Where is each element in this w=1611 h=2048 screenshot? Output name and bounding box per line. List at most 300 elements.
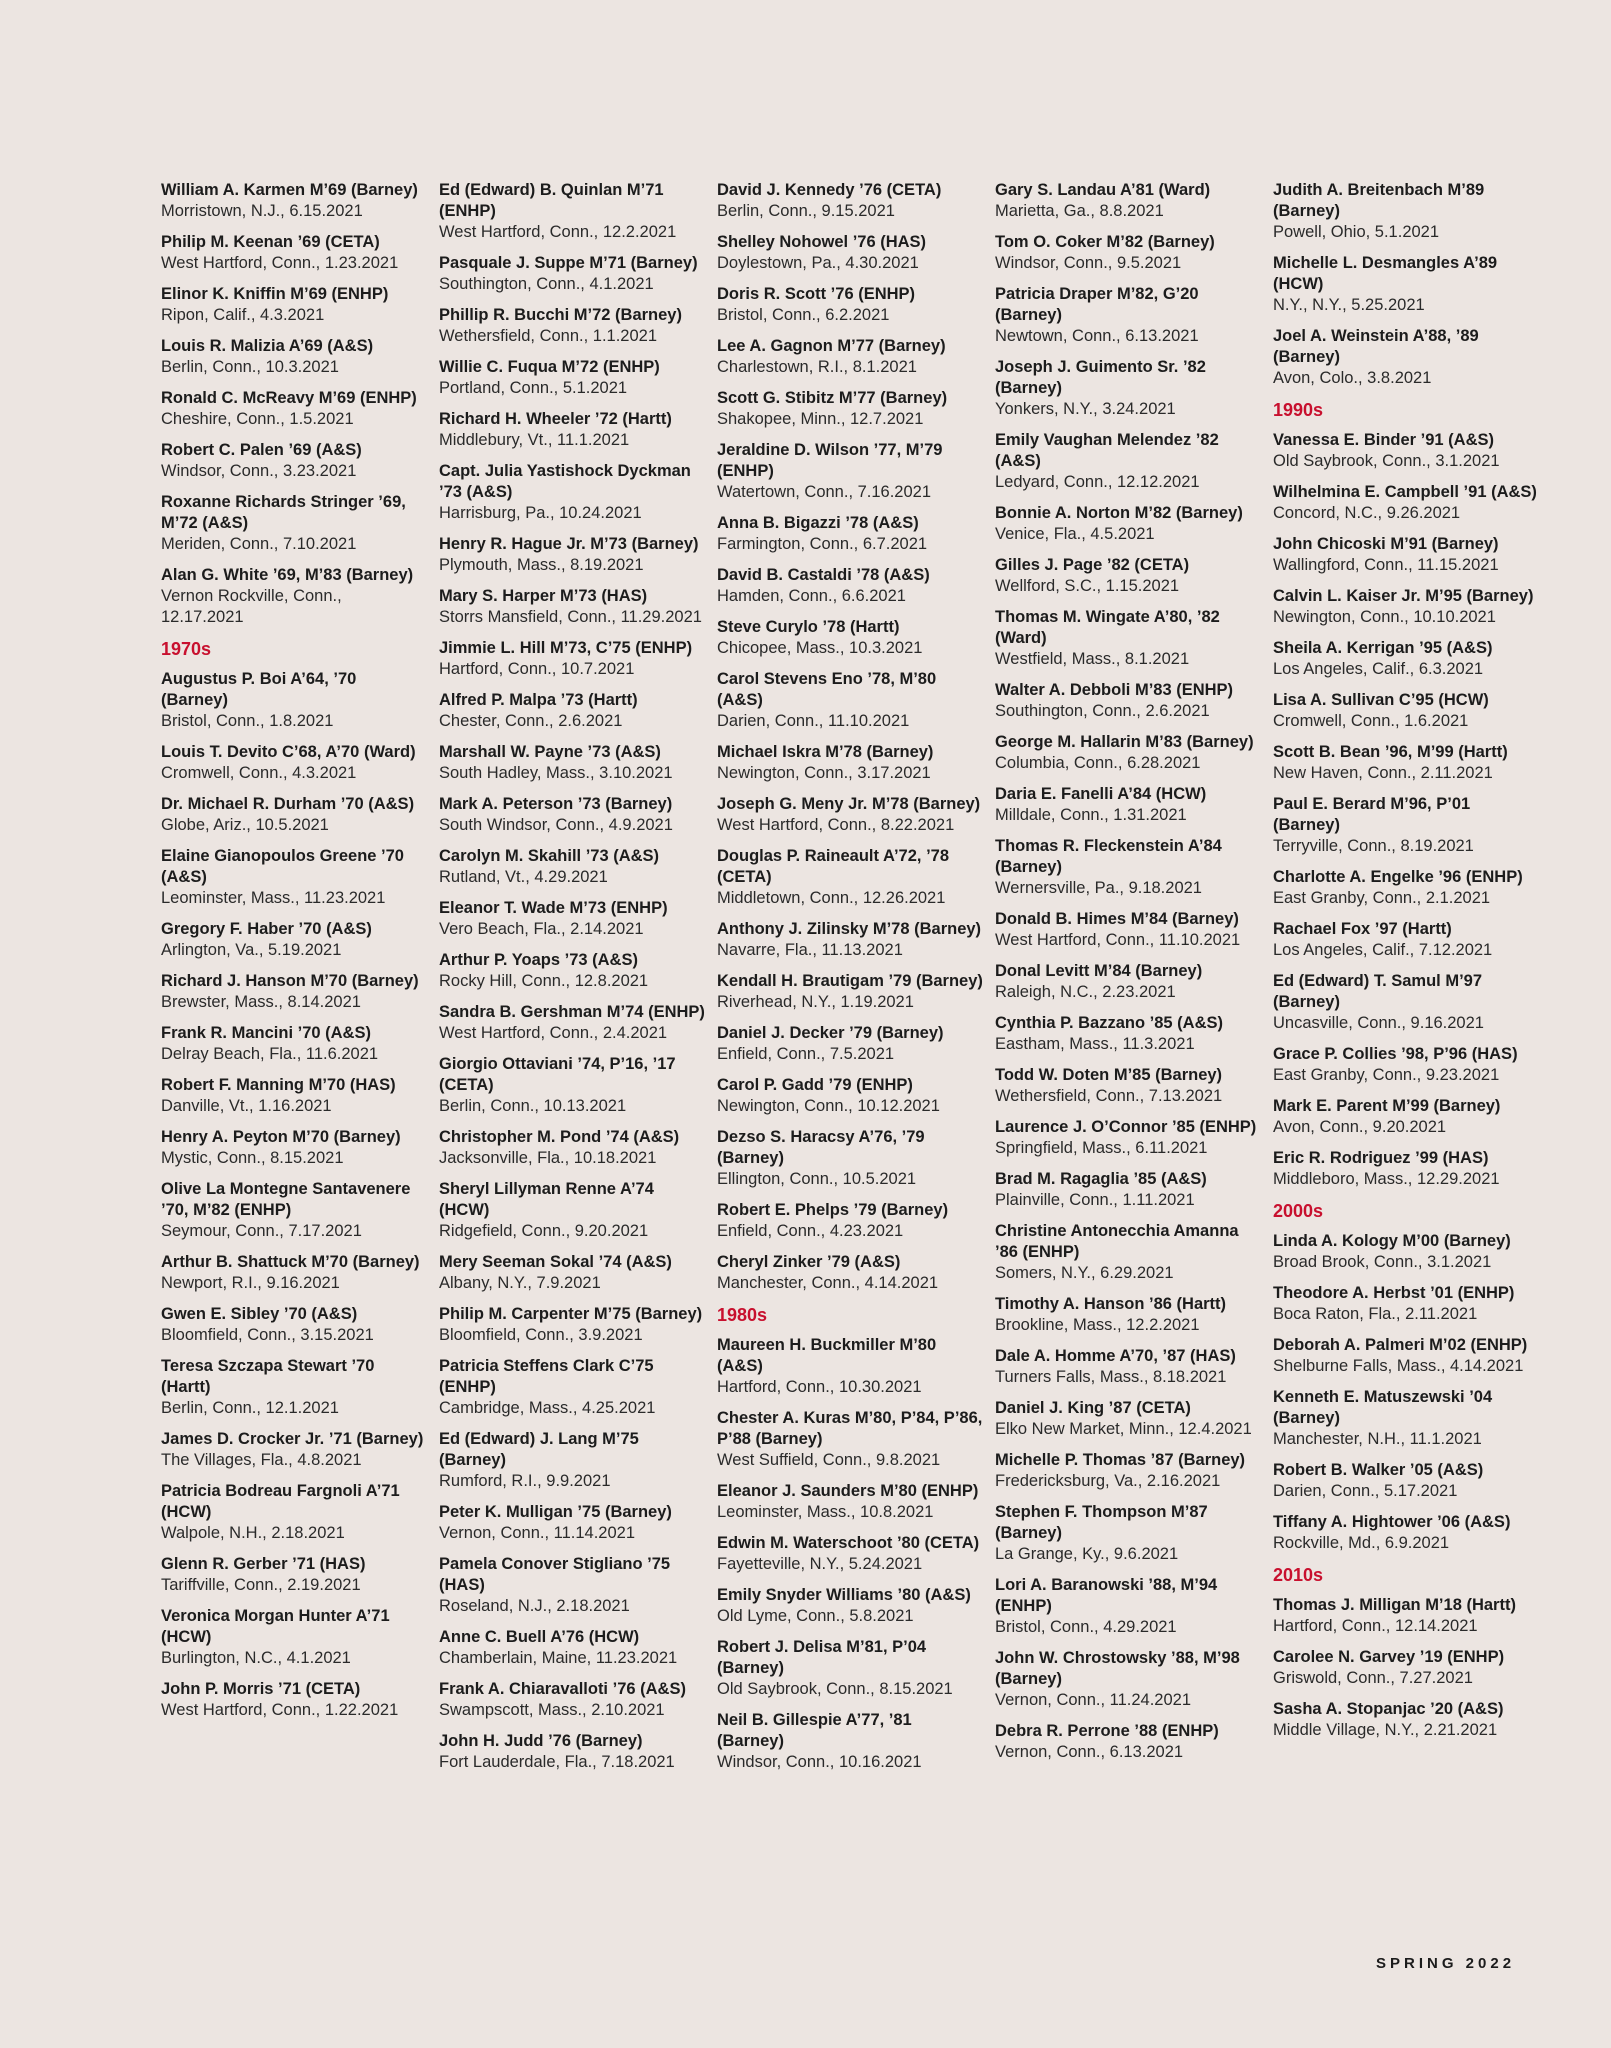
entry-name: Deborah A. Palmeri M’02 (ENHP) [1273, 1336, 1528, 1354]
obituary-entry [1273, 326, 1539, 389]
entry-detail: West Hartford, Conn., 1.23.2021 [161, 254, 399, 272]
obituary-entry [161, 669, 427, 732]
obituary-entry [161, 1679, 427, 1721]
entry-detail: Old Saybrook, Conn., 3.1.2021 [1273, 452, 1500, 470]
entry-detail: Portland, Conn., 5.1.2021 [439, 379, 628, 397]
entry-detail: Bristol, Conn., 1.8.2021 [161, 712, 334, 730]
obituary-entry [995, 1648, 1261, 1711]
obituary-entry [717, 1637, 983, 1700]
entry-detail: Springfield, Mass., 6.11.2021 [995, 1139, 1208, 1157]
entry-detail: Globe, Ariz., 10.5.2021 [161, 816, 329, 834]
entry-detail: Chester, Conn., 2.6.2021 [439, 712, 623, 730]
obituary-entry [161, 1356, 427, 1419]
obituary-entry [439, 357, 705, 399]
entry-detail: Plainville, Conn., 1.11.2021 [995, 1191, 1195, 1209]
entry-name: Capt. Julia Yastishock Dyckman ’73 (A&S) [439, 462, 691, 501]
obituary-entry [161, 1252, 427, 1294]
obituary-entry [1273, 253, 1539, 316]
obituary-entry [1273, 430, 1539, 472]
obituary-entry [717, 1200, 983, 1242]
entry-name: Douglas P. Raineault A’72, ’78 (CETA) [717, 847, 950, 886]
entry-detail: Los Angeles, Calif., 7.12.2021 [1273, 941, 1493, 959]
obituary-entry [161, 919, 427, 961]
entry-name: Charlotte A. Engelke ’96 (ENHP) [1273, 868, 1523, 886]
obituary-entry [439, 1679, 705, 1721]
entry-name: Cynthia P. Bazzano ’85 (A&S) [995, 1014, 1223, 1032]
obituary-entry [995, 1294, 1261, 1336]
obituary-entry [1273, 1595, 1539, 1637]
obituary-entry [995, 232, 1261, 274]
obituary-entry [717, 180, 983, 222]
entry-name: George M. Hallarin M’83 (Barney) [995, 733, 1254, 751]
entry-name: Christine Antonecchia Amanna ’86 (ENHP) [995, 1222, 1239, 1261]
entry-detail: N.Y., N.Y., 5.25.2021 [1273, 296, 1425, 314]
entry-detail: Bloomfield, Conn., 3.15.2021 [161, 1326, 374, 1344]
entry-detail: Seymour, Conn., 7.17.2021 [161, 1222, 362, 1240]
entry-detail: Middletown, Conn., 12.26.2021 [717, 889, 946, 907]
obituary-entry [439, 534, 705, 576]
entry-detail: Ridgefield, Conn., 9.20.2021 [439, 1222, 649, 1240]
entry-detail: Farmington, Conn., 6.7.2021 [717, 535, 928, 553]
obituary-entry [717, 513, 983, 555]
entry-name: Carolee N. Garvey ’19 (ENHP) [1273, 1648, 1505, 1666]
entry-name: Giorgio Ottaviani ’74, P’16, ’17 (CETA) [439, 1055, 676, 1094]
entry-detail: Shakopee, Minn., 12.7.2021 [717, 410, 924, 428]
obituary-entry [161, 336, 427, 378]
obituary-entry [1273, 971, 1539, 1034]
obituary-entry [161, 388, 427, 430]
entry-detail: West Hartford, Conn., 1.22.2021 [161, 1701, 399, 1719]
entry-name: Henry A. Peyton M’70 (Barney) [161, 1128, 401, 1146]
entry-detail: Storrs Mansfield, Conn., 11.29.2021 [439, 608, 702, 626]
entry-detail: Marietta, Ga., 8.8.2021 [995, 202, 1164, 220]
obituary-entry [439, 586, 705, 628]
obituary-entry [995, 1575, 1261, 1638]
entry-detail: Somers, N.Y., 6.29.2021 [995, 1264, 1174, 1282]
entry-name: Lee A. Gagnon M’77 (Barney) [717, 337, 946, 355]
obituary-entry [439, 409, 705, 451]
column-1 [161, 180, 439, 1783]
obituary-entry [439, 461, 705, 524]
obituary-entry [1273, 1699, 1539, 1741]
entry-name: Theodore A. Herbst ’01 (ENHP) [1273, 1284, 1515, 1302]
entry-name: Donal Levitt M’84 (Barney) [995, 962, 1203, 980]
entry-name: Mark E. Parent M’99 (Barney) [1273, 1097, 1501, 1115]
entry-name: Lori A. Baranowski ’88, M’94 (ENHP) [995, 1576, 1218, 1615]
entry-name: Teresa Szczapa Stewart ’70 (Hartt) [161, 1357, 375, 1396]
obituary-entry [1273, 919, 1539, 961]
entry-detail: Enfield, Conn., 4.23.2021 [717, 1222, 904, 1240]
entry-name: David B. Castaldi ’78 (A&S) [717, 566, 930, 584]
entry-detail: Broad Brook, Conn., 3.1.2021 [1273, 1253, 1492, 1271]
obituary-entry [1273, 1512, 1539, 1554]
obituary-entry [995, 284, 1261, 347]
entry-name: Olive La Montegne Santavenere ’70, M’82 (ENHP) [161, 1180, 411, 1219]
entry-name: Willie C. Fuqua M’72 (ENHP) [439, 358, 660, 376]
entry-detail: Rutland, Vt., 4.29.2021 [439, 868, 608, 886]
entry-name: Dr. Michael R. Durham ’70 (A&S) [161, 795, 415, 813]
entry-name: Michael Iskra M’78 (Barney) [717, 743, 934, 761]
obituary-entry [717, 1408, 983, 1471]
entry-name: Scott G. Stibitz M’77 (Barney) [717, 389, 948, 407]
obituary-entry [995, 503, 1261, 545]
entry-name: Todd W. Doten M’85 (Barney) [995, 1066, 1223, 1084]
entry-name: James D. Crocker Jr. ’71 (Barney) [161, 1430, 424, 1448]
obituary-entry [161, 440, 427, 482]
entry-detail: Bloomfield, Conn., 3.9.2021 [439, 1326, 643, 1344]
entry-name: Henry R. Hague Jr. M’73 (Barney) [439, 535, 699, 553]
entry-name: Shelley Nohowel ’76 (HAS) [717, 233, 927, 251]
entry-detail: New Haven, Conn., 2.11.2021 [1273, 764, 1493, 782]
obituary-entry [161, 1023, 427, 1065]
entry-detail: Manchester, Conn., 4.14.2021 [717, 1274, 939, 1292]
entry-detail: Shelburne Falls, Mass., 4.14.2021 [1273, 1357, 1524, 1375]
entry-name: Jeraldine D. Wilson ’77, M’79 (ENHP) [717, 441, 943, 480]
obituary-entry [439, 1429, 705, 1492]
entry-name: Anthony J. Zilinsky M’78 (Barney) [717, 920, 982, 938]
entry-name: Gary S. Landau A’81 (Ward) [995, 181, 1211, 199]
entry-name: Philip M. Keenan ’69 (CETA) [161, 233, 380, 251]
obituary-entry [995, 836, 1261, 899]
obituary-entry [439, 794, 705, 836]
entry-name: Dale A. Homme A’70, ’87 (HAS) [995, 1347, 1236, 1365]
entry-detail: Albany, N.Y., 7.9.2021 [439, 1274, 601, 1292]
obituary-entry [717, 284, 983, 326]
entry-name: Steve Curylo ’78 (Hartt) [717, 618, 900, 636]
obituary-entry [717, 1023, 983, 1065]
entry-name: Laurence J. O’Connor ’85 (ENHP) [995, 1118, 1257, 1136]
entry-detail: Chicopee, Mass., 10.3.2021 [717, 639, 923, 657]
obituary-entry [995, 1398, 1261, 1440]
entry-name: Cheryl Zinker ’79 (A&S) [717, 1253, 901, 1271]
entry-name: Sheryl Lillyman Renne A’74 (HCW) [439, 1180, 654, 1219]
obituary-entry [161, 1304, 427, 1346]
obituary-entry [995, 430, 1261, 493]
entry-detail: Brewster, Mass., 8.14.2021 [161, 993, 361, 1011]
entry-detail: Vernon, Conn., 11.24.2021 [995, 1691, 1192, 1709]
entry-detail: East Granby, Conn., 2.1.2021 [1273, 889, 1491, 907]
obituary-entry [717, 388, 983, 430]
entry-detail: Hartford, Conn., 10.7.2021 [439, 660, 635, 678]
entry-name: Calvin L. Kaiser Jr. M’95 (Barney) [1273, 587, 1534, 605]
entry-name: Veronica Morgan Hunter A’71 (HCW) [161, 1607, 390, 1646]
entry-detail: Turners Falls, Mass., 8.18.2021 [995, 1368, 1227, 1386]
entry-detail: Tariffville, Conn., 2.19.2021 [161, 1576, 361, 1594]
obituary-entry [439, 846, 705, 888]
entry-detail: The Villages, Fla., 4.8.2021 [161, 1451, 362, 1469]
entry-detail: Fayetteville, N.Y., 5.24.2021 [717, 1555, 923, 1573]
entry-name: Gwen E. Sibley ’70 (A&S) [161, 1305, 358, 1323]
entry-detail: Cromwell, Conn., 4.3.2021 [161, 764, 357, 782]
obituary-entry [995, 607, 1261, 670]
entry-name: Grace P. Collies ’98, P’96 (HAS) [1273, 1045, 1518, 1063]
obituary-list [161, 180, 1561, 1783]
entry-detail: Vernon, Conn., 6.13.2021 [995, 1743, 1184, 1761]
entry-detail: Vernon Rockville, Conn., 12.17.2021 [161, 587, 342, 626]
entry-name: Anna B. Bigazzi ’78 (A&S) [717, 514, 919, 532]
entry-detail: Newington, Conn., 10.10.2021 [1273, 608, 1496, 626]
entry-detail: Wethersfield, Conn., 1.1.2021 [439, 327, 657, 345]
entry-name: Linda A. Kology M’00 (Barney) [1273, 1232, 1511, 1250]
entry-detail: Griswold, Conn., 7.27.2021 [1273, 1669, 1473, 1687]
obituary-entry [995, 909, 1261, 951]
entry-detail: Powell, Ohio, 5.1.2021 [1273, 223, 1440, 241]
entry-detail: Uncasville, Conn., 9.16.2021 [1273, 1014, 1484, 1032]
entry-name: Maureen H. Buckmiller M’80 (A&S) [717, 1336, 937, 1375]
entry-name: Robert C. Palen ’69 (A&S) [161, 441, 362, 459]
obituary-entry [1273, 1148, 1539, 1190]
entry-name: Augustus P. Boi A’64, ’70 (Barney) [161, 670, 357, 709]
entry-name: Thomas R. Fleckenstein A’84 (Barney) [995, 837, 1222, 876]
entry-name: Bonnie A. Norton M’82 (Barney) [995, 504, 1243, 522]
entry-detail: Ledyard, Conn., 12.12.2021 [995, 473, 1200, 491]
obituary-entry [1273, 794, 1539, 857]
entry-name: Brad M. Ragaglia ’85 (A&S) [995, 1170, 1207, 1188]
entry-detail: Ripon, Calif., 4.3.2021 [161, 306, 325, 324]
obituary-entry [439, 1304, 705, 1346]
entry-detail: Old Saybrook, Conn., 8.15.2021 [717, 1680, 953, 1698]
entry-name: Mary S. Harper M’73 (HAS) [439, 587, 648, 605]
obituary-entry [717, 846, 983, 909]
entry-name: Scott B. Bean ’96, M’99 (Hartt) [1273, 743, 1508, 761]
entry-detail: Harrisburg, Pa., 10.24.2021 [439, 504, 642, 522]
entry-name: Eleanor J. Saunders M’80 (ENHP) [717, 1482, 979, 1500]
obituary-entry [717, 1075, 983, 1117]
entry-name: Timothy A. Hanson ’86 (Hartt) [995, 1295, 1227, 1313]
entry-name: Louis R. Malizia A’69 (A&S) [161, 337, 374, 355]
entry-name: Christopher M. Pond ’74 (A&S) [439, 1128, 680, 1146]
obituary-entry [995, 555, 1261, 597]
obituary-entry [717, 1335, 983, 1398]
obituary-entry [1273, 1231, 1539, 1273]
entry-name: Pasquale J. Suppe M’71 (Barney) [439, 254, 698, 272]
entry-detail: Leominster, Mass., 10.8.2021 [717, 1503, 934, 1521]
entry-name: Anne C. Buell A’76 (HCW) [439, 1628, 640, 1646]
obituary-entry [439, 1356, 705, 1419]
entry-name: Carolyn M. Skahill ’73 (A&S) [439, 847, 660, 865]
entry-name: Carol P. Gadd ’79 (ENHP) [717, 1076, 913, 1094]
entry-detail: Ellington, Conn., 10.5.2021 [717, 1170, 917, 1188]
entry-detail: Berlin, Conn., 12.1.2021 [161, 1399, 339, 1417]
obituary-entry [161, 971, 427, 1013]
entry-name: Joseph J. Guimento Sr. ’82 (Barney) [995, 358, 1206, 397]
entry-name: Arthur P. Yoaps ’73 (A&S) [439, 951, 638, 969]
entry-name: Joseph G. Meny Jr. M’78 (Barney) [717, 795, 981, 813]
obituary-entry [1273, 1460, 1539, 1502]
obituary-entry [717, 742, 983, 784]
obituary-entry [1273, 1387, 1539, 1450]
entry-detail: Berlin, Conn., 10.3.2021 [161, 358, 339, 376]
obituary-entry [717, 1481, 983, 1523]
entry-detail: Mystic, Conn., 8.15.2021 [161, 1149, 344, 1167]
entry-detail: Terryville, Conn., 8.19.2021 [1273, 837, 1474, 855]
entry-detail: Eastham, Mass., 11.3.2021 [995, 1035, 1195, 1053]
entry-detail: Wallingford, Conn., 11.15.2021 [1273, 556, 1499, 574]
entry-detail: Middleboro, Mass., 12.29.2021 [1273, 1170, 1500, 1188]
obituary-entry [161, 1075, 427, 1117]
entry-name: Doris R. Scott ’76 (ENHP) [717, 285, 916, 303]
obituary-entry [717, 794, 983, 836]
entry-detail: Fort Lauderdale, Fla., 7.18.2021 [439, 1753, 675, 1771]
obituary-entry [717, 1252, 983, 1294]
entry-name: Patricia Steffens Clark C’75 (ENHP) [439, 1357, 654, 1396]
obituary-entry [717, 919, 983, 961]
entry-detail: Southington, Conn., 4.1.2021 [439, 275, 654, 293]
obituary-entry [1273, 1096, 1539, 1138]
entry-detail: Windsor, Conn., 10.16.2021 [717, 1753, 922, 1771]
obituary-entry [995, 1065, 1261, 1107]
obituary-entry [717, 1533, 983, 1575]
entry-detail: Jacksonville, Fla., 10.18.2021 [439, 1149, 657, 1167]
obituary-entry [1273, 867, 1539, 909]
entry-detail: East Granby, Conn., 9.23.2021 [1273, 1066, 1500, 1084]
entry-detail: Bristol, Conn., 6.2.2021 [717, 306, 890, 324]
entry-name: Sheila A. Kerrigan ’95 (A&S) [1273, 639, 1493, 657]
entry-detail: Cambridge, Mass., 4.25.2021 [439, 1399, 656, 1417]
obituary-entry [439, 1179, 705, 1242]
obituary-entry [717, 336, 983, 378]
obituary-entry [161, 1606, 427, 1669]
decade-heading: 2010s [1273, 1565, 1324, 1585]
entry-name: Louis T. Devito C’68, A’70 (Ward) [161, 743, 416, 761]
entry-name: Robert E. Phelps ’79 (Barney) [717, 1201, 949, 1219]
entry-name: Marshall W. Payne ’73 (A&S) [439, 743, 661, 761]
entry-detail: Roseland, N.J., 2.18.2021 [439, 1597, 630, 1615]
obituary-entry [717, 1710, 983, 1773]
entry-detail: West Hartford, Conn., 2.4.2021 [439, 1024, 668, 1042]
entry-name: Thomas J. Milligan M’18 (Hartt) [1273, 1596, 1516, 1614]
entry-detail: Wellford, S.C., 1.15.2021 [995, 577, 1180, 595]
obituary-entry [1273, 180, 1539, 243]
obituary-entry [161, 180, 427, 222]
entry-name: Frank A. Chiaravalloti ’76 (A&S) [439, 1680, 686, 1698]
entry-name: Debra R. Perrone ’88 (ENHP) [995, 1722, 1219, 1740]
obituary-entry [439, 1731, 705, 1773]
entry-detail: Walpole, N.H., 2.18.2021 [161, 1524, 345, 1542]
entry-name: Walter A. Debboli M’83 (ENHP) [995, 681, 1234, 699]
entry-name: Chester A. Kuras M’80, P’84, P’86, P’88 (Barney) [717, 1409, 983, 1448]
entry-name: Frank R. Mancini ’70 (A&S) [161, 1024, 371, 1042]
column-4 [995, 180, 1273, 1783]
entry-detail: Boca Raton, Fla., 2.11.2021 [1273, 1305, 1478, 1323]
obituary-entry [995, 1346, 1261, 1388]
obituary-entry [995, 1169, 1261, 1211]
entry-name: Emily Vaughan Melendez ’82 (A&S) [995, 431, 1219, 470]
entry-name: Michelle P. Thomas ’87 (Barney) [995, 1451, 1246, 1469]
entry-name: Mark A. Peterson ’73 (Barney) [439, 795, 673, 813]
entry-detail: Vero Beach, Fla., 2.14.2021 [439, 920, 644, 938]
entry-detail: Rockville, Md., 6.9.2021 [1273, 1534, 1450, 1552]
obituary-entry [1273, 534, 1539, 576]
obituary-entry [439, 1554, 705, 1617]
entry-name: Thomas M. Wingate A’80, ’82 (Ward) [995, 608, 1220, 647]
obituary-entry [439, 180, 705, 243]
entry-name: John W. Chrostowsky ’88, M’98 (Barney) [995, 1649, 1240, 1688]
obituary-entry [995, 784, 1261, 826]
entry-name: Kendall H. Brautigam ’79 (Barney) [717, 972, 983, 990]
entry-detail: Old Lyme, Conn., 5.8.2021 [717, 1607, 914, 1625]
entry-name: Sasha A. Stopanjac ’20 (A&S) [1273, 1700, 1504, 1718]
entry-name: Rachael Fox ’97 (Hartt) [1273, 920, 1452, 938]
entry-name: Alfred P. Malpa ’73 (Hartt) [439, 691, 638, 709]
entry-detail: Wethersfield, Conn., 7.13.2021 [995, 1087, 1223, 1105]
obituary-entry [1273, 1044, 1539, 1086]
entry-name: William A. Karmen M’69 (Barney) [161, 181, 418, 199]
entry-name: Ed (Edward) T. Samul M’97 (Barney) [1273, 972, 1483, 1011]
entry-detail: Hartford, Conn., 12.14.2021 [1273, 1617, 1478, 1635]
entry-name: Robert B. Walker ’05 (A&S) [1273, 1461, 1484, 1479]
entry-name: Gregory F. Haber ’70 (A&S) [161, 920, 372, 938]
entry-name: Eric R. Rodriguez ’99 (HAS) [1273, 1149, 1489, 1167]
column-2 [439, 180, 717, 1783]
entry-name: Glenn R. Gerber ’71 (HAS) [161, 1555, 366, 1573]
obituary-entry [439, 1627, 705, 1669]
entry-name: John Chicoski M’91 (Barney) [1273, 535, 1499, 553]
obituary-entry [161, 232, 427, 274]
entry-detail: Leominster, Mass., 11.23.2021 [161, 889, 386, 907]
entry-detail: Middlebury, Vt., 11.1.2021 [439, 431, 630, 449]
entry-name: Michelle L. Desmangles A’89 (HCW) [1273, 254, 1498, 293]
decade-heading: 1990s [1273, 400, 1324, 420]
obituary-entry [1273, 638, 1539, 680]
entry-name: Roxanne Richards Stringer ’69, M’72 (A&S) [161, 493, 406, 532]
obituary-entry [161, 1179, 427, 1242]
entry-detail: Fredericksburg, Va., 2.16.2021 [995, 1472, 1221, 1490]
entry-detail: Wernersville, Pa., 9.18.2021 [995, 879, 1202, 897]
obituary-entry [1273, 1335, 1539, 1377]
entry-name: Joel A. Weinstein A’88, ’89 (Barney) [1273, 327, 1479, 366]
obituary-entry [995, 1221, 1261, 1284]
entry-detail: Elko New Market, Minn., 12.4.2021 [995, 1420, 1252, 1438]
obituary-entry [161, 846, 427, 909]
entry-detail: Newport, R.I., 9.16.2021 [161, 1274, 340, 1292]
obituary-entry [439, 305, 705, 347]
entry-name: Tom O. Coker M’82 (Barney) [995, 233, 1215, 251]
entry-name: Ed (Edward) J. Lang M’75 (Barney) [439, 1430, 639, 1469]
entry-name: Ronald C. McReavy M’69 (ENHP) [161, 389, 417, 407]
entry-detail: Windsor, Conn., 3.23.2021 [161, 462, 357, 480]
entry-detail: Delray Beach, Fla., 11.6.2021 [161, 1045, 379, 1063]
entry-detail: Cromwell, Conn., 1.6.2021 [1273, 712, 1469, 730]
obituary-entry [1273, 742, 1539, 784]
entry-name: Kenneth E. Matuszewski ’04 (Barney) [1273, 1388, 1493, 1427]
decade-heading: 1980s [717, 1305, 768, 1325]
entry-detail: Vernon, Conn., 11.14.2021 [439, 1524, 636, 1542]
entry-name: Mery Seeman Sokal ’74 (A&S) [439, 1253, 672, 1271]
entry-name: Tiffany A. Hightower ’06 (A&S) [1273, 1513, 1511, 1531]
entry-detail: Enfield, Conn., 7.5.2021 [717, 1045, 895, 1063]
entry-detail: Morristown, N.J., 6.15.2021 [161, 202, 363, 220]
entry-name: Neil B. Gillespie A’77, ’81 (Barney) [717, 1711, 912, 1750]
entry-detail: Newington, Conn., 10.12.2021 [717, 1097, 940, 1115]
entry-detail: South Hadley, Mass., 3.10.2021 [439, 764, 673, 782]
entry-detail: West Hartford, Conn., 12.2.2021 [439, 223, 677, 241]
entry-detail: Arlington, Va., 5.19.2021 [161, 941, 342, 959]
entry-detail: Westfield, Mass., 8.1.2021 [995, 650, 1190, 668]
entry-detail: Rocky Hill, Conn., 12.8.2021 [439, 972, 649, 990]
entry-detail: Avon, Conn., 9.20.2021 [1273, 1118, 1447, 1136]
entry-name: Carol Stevens Eno ’78, M’80 (A&S) [717, 670, 937, 709]
obituary-entry [1273, 482, 1539, 524]
obituary-entry [995, 680, 1261, 722]
entry-detail: West Suffield, Conn., 9.8.2021 [717, 1451, 941, 1469]
obituary-entry [1273, 1647, 1539, 1689]
entry-name: Donald B. Himes M’84 (Barney) [995, 910, 1239, 928]
entry-name: Phillip R. Bucchi M’72 (Barney) [439, 306, 682, 324]
entry-name: John H. Judd ’76 (Barney) [439, 1732, 643, 1750]
obituary-entry [995, 180, 1261, 222]
entry-name: Stephen F. Thompson M’87 (Barney) [995, 1503, 1208, 1542]
